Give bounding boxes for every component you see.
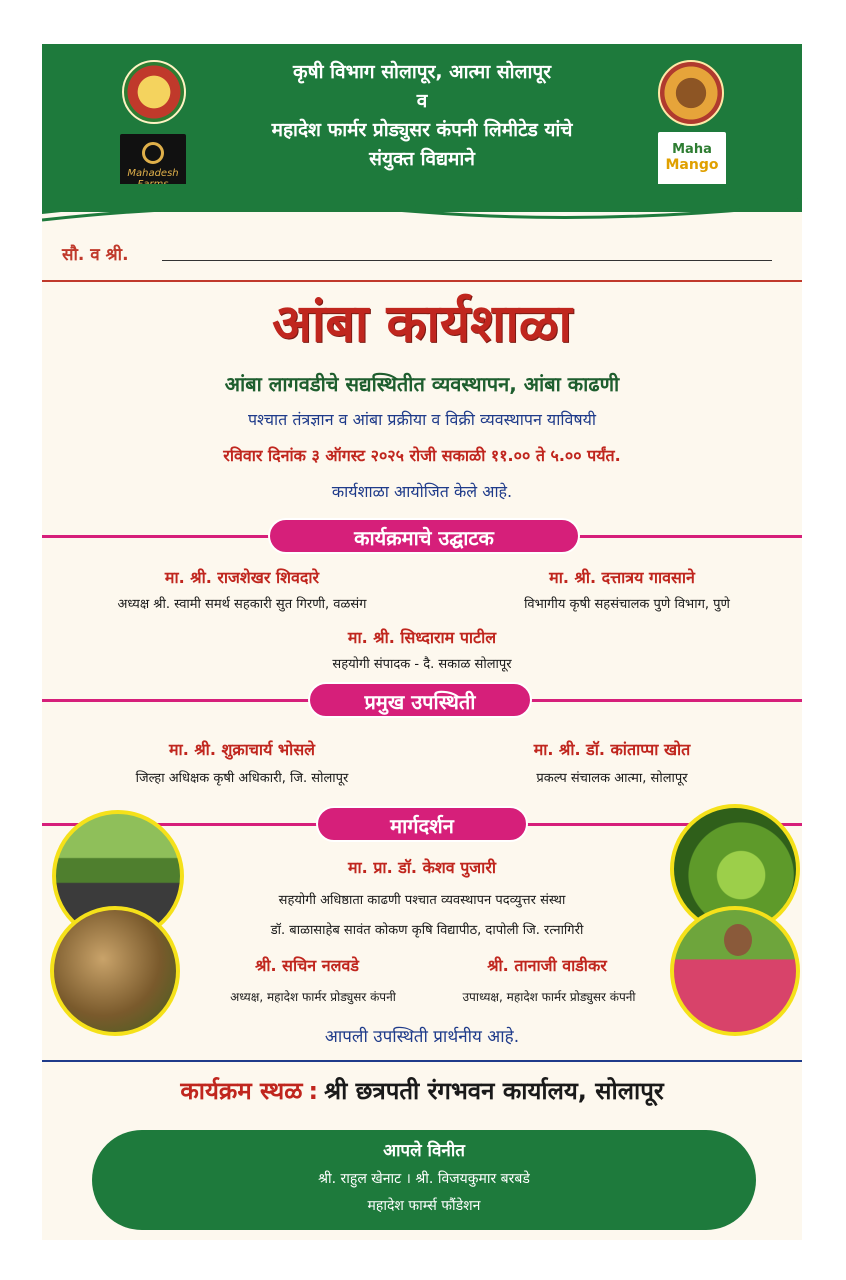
guide-1-name: मा. प्रा. डॉ. केशव पुजारी bbox=[347, 858, 497, 877]
inaugurator-1-name: मा. श्री. राजशेखर शिवदारे bbox=[164, 568, 320, 587]
mahadesh-mark-icon bbox=[142, 142, 164, 164]
footer-line-3: महादेश फार्म्स फौंडेशन bbox=[367, 1198, 481, 1214]
venue-value: श्री छत्रपती रंगभवन कार्यालय, सोलापूर bbox=[324, 1077, 664, 1105]
event-date-time: रविवार दिनांक ३ ऑगस्ट २०२५ रोजी सकाळी ११.०० ते ५.०० पर्यंत. bbox=[223, 446, 621, 465]
venue-divider bbox=[42, 1060, 802, 1062]
farmer-with-mangoes-photo bbox=[670, 906, 800, 1036]
farmer-figure bbox=[724, 924, 752, 956]
page-title: आंबा कार्यशाळा bbox=[272, 294, 572, 354]
top-divider bbox=[42, 280, 802, 282]
inaugurator-3-desc: सहयोगी संपादक - दै. सकाळ सोलापूर bbox=[332, 657, 512, 672]
chief-2-name: मा. श्री. डॉ. कांताप्पा खोत bbox=[533, 740, 691, 759]
guide-3-desc: उपाध्यक्ष, महादेश फार्मर प्रोड्युसर कंपनी bbox=[462, 990, 636, 1004]
footer-banner bbox=[92, 1130, 756, 1230]
guide-1-desc-1: सहयोगी अधिष्ठाता काढणी पश्चात व्यवस्थापन पदव्युत्तर संस्था bbox=[278, 893, 566, 908]
guide-2-desc: अध्यक्ष, महादेश फार्मर प्रोड्युसर कंपनी bbox=[230, 990, 396, 1004]
chief-1-name: मा. श्री. शुक्राचार्य भोसले bbox=[168, 740, 315, 759]
inaugurator-3-name: मा. श्री. सिध्दाराम पाटील bbox=[347, 628, 497, 647]
section-heading-guidance: मार्गदर्शन bbox=[316, 806, 528, 842]
mahadesh-farms-text: Mahadesh bbox=[127, 168, 179, 179]
header-wave-divider bbox=[42, 184, 802, 244]
subtitle-3: कार्यशाळा आयोजित केले आहे. bbox=[331, 482, 513, 501]
mango-blossom-photo bbox=[50, 906, 180, 1036]
guide-1-desc-2: डॉ. बाळासाहेब सावंत कोकण कृषि विद्यापीठ, दापोली जि. रत्नागिरी bbox=[270, 923, 584, 938]
inaugurator-2-name: मा. श्री. दत्तात्रय गावसाने bbox=[549, 568, 695, 587]
venue-label: कार्यक्रम स्थळ bbox=[180, 1077, 303, 1105]
section-heading-inaugurator: कार्यक्रमाचे उद्घाटक bbox=[268, 518, 580, 554]
chief-2-desc: प्रकल्प संचालक आत्मा, सोलापूर bbox=[536, 771, 688, 786]
guide-2-name: श्री. सचिन नलवडे bbox=[255, 956, 359, 975]
header-line-4: संयुक्त विद्यमाने bbox=[369, 148, 475, 170]
guide-3-name: श्री. तानाजी वाडीकर bbox=[487, 956, 607, 975]
subtitle-2: पश्चात तंत्रज्ञान व आंबा प्रक्रीया व विक्री व्यवस्थापन याविषयी bbox=[247, 410, 597, 429]
invitation-card bbox=[42, 44, 802, 1240]
chief-1-desc: जिल्हा अधिक्षक कृषी अधिकारी, जि. सोलापूर bbox=[135, 771, 349, 786]
maha-text: Maha bbox=[672, 142, 712, 157]
venue-line bbox=[42, 1074, 802, 1107]
header-line-1: कृषी विभाग सोलापूर, आत्मा सोलापूर bbox=[293, 61, 551, 83]
mango-text: Mango bbox=[665, 157, 719, 173]
subtitle-1: आंबा लागवडीचे सद्यस्थितीत व्यवस्थापन, आंबा काढणी bbox=[224, 372, 620, 396]
invitation-closing: आपली उपस्थिती प्रार्थनीय आहे. bbox=[324, 1027, 520, 1047]
venue-colon: : bbox=[308, 1077, 319, 1105]
inaugurator-1-desc: अध्यक्ष श्री. स्वामी समर्थ सहकारी सुत गिरणी, वळसंग bbox=[117, 597, 367, 612]
name-blank-line bbox=[162, 260, 772, 261]
inaugurator-2-desc: विभागीय कृषी सहसंचालक पुणे विभाग, पुणे bbox=[524, 597, 730, 612]
header-line-3: महादेश फार्मर प्रोड्युसर कंपनी लिमीटेड यांचे bbox=[271, 119, 573, 141]
footer-line-2: श्री. राहुल खेनाट । श्री. विजयकुमार बरबडे bbox=[318, 1171, 530, 1187]
footer-line-1: आपले विनीत bbox=[383, 1141, 465, 1161]
salutation-label: सौ. व श्री. bbox=[62, 245, 129, 265]
header-line-2: व bbox=[416, 90, 428, 112]
header-text bbox=[172, 58, 672, 174]
section-heading-chief: प्रमुख उपस्थिती bbox=[308, 682, 532, 718]
